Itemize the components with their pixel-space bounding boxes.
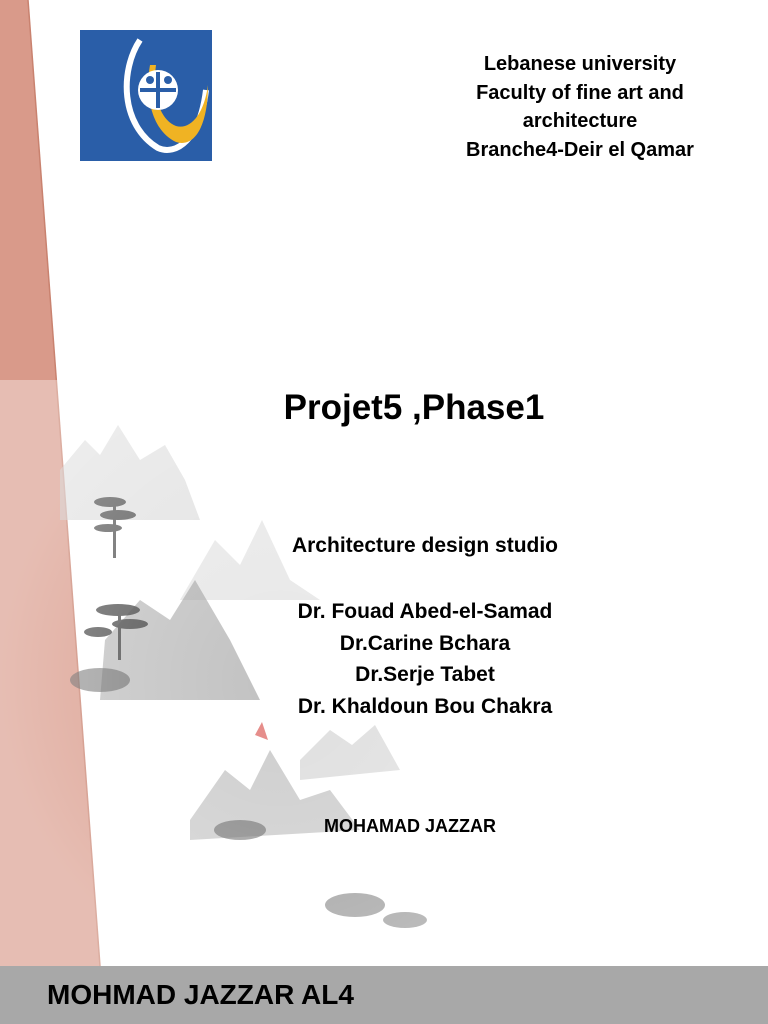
supervisor-name: Dr. Khaldoun Bou Chakra (297, 694, 553, 718)
supervisor-name: Dr.Carine Bchara (339, 631, 511, 655)
supervisors-list (250, 596, 600, 722)
institution-line: Lebanese university (483, 53, 677, 75)
project-title: Projet5 ,Phase1 (283, 388, 545, 427)
university-logo (80, 30, 212, 161)
studio-name: Architecture design studio (291, 534, 559, 557)
footer-bar (0, 966, 768, 1024)
institution-heading (430, 50, 730, 164)
institution-line: Faculty of fine art and (476, 81, 684, 104)
supervisor-name: Dr.Serje Tabet (355, 663, 495, 686)
institution-line: architecture (522, 110, 638, 132)
supervisor-name: Dr. Fouad Abed-el-Samad (297, 600, 553, 623)
institution-line: Branche4-Deir el Qamar (466, 138, 694, 161)
footer-text: MOHMAD JAZZAR AL4 (47, 979, 354, 1010)
student-name: MOHAMAD JAZZAR (324, 816, 496, 836)
